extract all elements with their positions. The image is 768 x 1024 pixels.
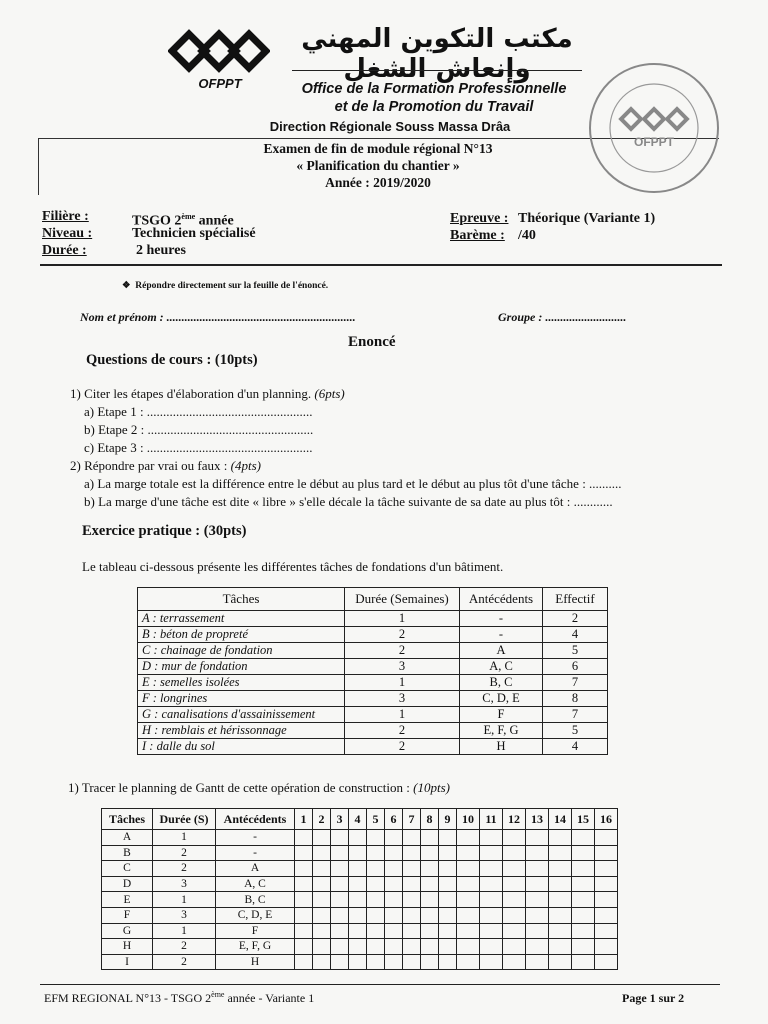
gantt-cell-a: H (216, 954, 295, 970)
cell-eff: 2 (543, 611, 608, 627)
arabic-title: مكتب التكوين المهني وإنعاش الشغل (301, 24, 573, 84)
cell-eff: 7 (543, 675, 608, 691)
gantt-week-cell[interactable] (403, 939, 421, 955)
gantt-week-cell[interactable] (367, 861, 385, 877)
gantt-week-cell[interactable] (526, 907, 549, 923)
gantt-cell-a: F (216, 923, 295, 939)
gantt-week-cell[interactable] (572, 892, 595, 908)
cell-duree: 1 (345, 611, 460, 627)
page-number: Page 1 sur 2 (622, 991, 685, 1005)
gantt-cell-t: B (102, 845, 153, 861)
gantt-week-cell[interactable] (526, 954, 549, 970)
niveau-value: Technicien spécialisé (132, 226, 256, 241)
gantt-week-cell[interactable] (295, 939, 313, 955)
gantt-week-cell[interactable] (331, 892, 349, 908)
gantt-week-cell[interactable] (295, 876, 313, 892)
gantt-cell-d: 2 (153, 954, 216, 970)
gantt-week-cell[interactable] (367, 954, 385, 970)
gantt-week-cell[interactable] (480, 907, 503, 923)
cell-task: G : canalisations d'assainissement (138, 707, 345, 723)
gantt-week-cell[interactable] (385, 892, 403, 908)
gantt-week-cell[interactable] (349, 954, 367, 970)
gantt-week-cell[interactable] (572, 876, 595, 892)
gantt-week-cell[interactable] (595, 845, 618, 861)
gantt-row (102, 923, 618, 939)
gantt-cell-t: I (102, 954, 153, 970)
cell-ante: E, F, G (460, 723, 543, 739)
gantt-cell-a: C, D, E (216, 907, 295, 923)
gantt-week-cell[interactable] (403, 830, 421, 846)
col-antecedents: Antécédents (460, 588, 543, 611)
gantt-week-cell[interactable] (549, 861, 572, 877)
gantt-week-cell[interactable] (457, 861, 480, 877)
gantt-week-cell[interactable] (457, 845, 480, 861)
table-row (138, 739, 608, 755)
gantt-week-cell[interactable] (549, 830, 572, 846)
gantt-week-cell[interactable] (439, 892, 457, 908)
gantt-week-cell[interactable] (295, 907, 313, 923)
week-13: 13 (526, 809, 549, 830)
epreuve-label: Epreuve : (450, 211, 509, 226)
cell-duree: 3 (345, 691, 460, 707)
gantt-row (102, 907, 618, 923)
gantt-week-cell[interactable] (480, 876, 503, 892)
gantt-week-cell[interactable] (480, 939, 503, 955)
filiere-label: Filière : (42, 209, 89, 224)
gantt-week-cell[interactable] (526, 845, 549, 861)
footer-left: EFM REGIONAL N°13 - TSGO 2ème année - Variante 1 (44, 990, 315, 1005)
gantt-week-cell[interactable] (549, 954, 572, 970)
gantt-week-cell[interactable] (439, 939, 457, 955)
footer-divider (40, 984, 720, 985)
section-divider (40, 264, 722, 266)
week-10: 10 (457, 809, 480, 830)
gantt-week-cell[interactable] (313, 845, 331, 861)
gantt-question: 1) Tracer le planning de Gantt de cette opération de construction : (10pts) (68, 780, 450, 795)
gantt-week-cell[interactable] (331, 830, 349, 846)
gantt-week-cell[interactable] (549, 907, 572, 923)
gantt-cell-t: H (102, 939, 153, 955)
gantt-cell-t: A (102, 830, 153, 846)
gantt-table (101, 808, 618, 970)
gantt-week-cell[interactable] (295, 892, 313, 908)
gantt-week-cell[interactable] (295, 845, 313, 861)
nom-prenom-field: Nom et prénom : ............................................................... (80, 310, 356, 324)
gantt-week-cell[interactable] (572, 907, 595, 923)
gantt-row (102, 939, 618, 955)
gantt-week-cell[interactable] (480, 845, 503, 861)
gantt-week-cell[interactable] (403, 876, 421, 892)
week-7: 7 (403, 809, 421, 830)
cell-eff: 5 (543, 723, 608, 739)
cell-eff: 4 (543, 739, 608, 755)
week-6: 6 (385, 809, 403, 830)
cell-task: F : longrines (138, 691, 345, 707)
gantt-week-cell[interactable] (313, 954, 331, 970)
col-duree: Durée (Semaines) (345, 588, 460, 611)
gantt-week-cell[interactable] (549, 892, 572, 908)
cell-task: H : remblais et hérissonnage (138, 723, 345, 739)
cell-duree: 3 (345, 659, 460, 675)
col-taches: Tâches (138, 588, 345, 611)
gantt-week-cell[interactable] (367, 907, 385, 923)
gantt-week-cell[interactable] (367, 939, 385, 955)
gantt-week-cell[interactable] (526, 892, 549, 908)
gantt-week-cell[interactable] (457, 923, 480, 939)
week-2: 2 (313, 809, 331, 830)
duree-value: 2 heures (136, 243, 186, 258)
gantt-week-cell[interactable] (503, 923, 526, 939)
gantt-week-cell[interactable] (549, 876, 572, 892)
gantt-week-cell[interactable] (457, 939, 480, 955)
gantt-week-cell[interactable] (595, 876, 618, 892)
table-row (138, 659, 608, 675)
cell-eff: 4 (543, 627, 608, 643)
gantt-week-cell[interactable] (457, 907, 480, 923)
cell-duree: 2 (345, 627, 460, 643)
gantt-week-cell[interactable] (503, 907, 526, 923)
gantt-week-cell[interactable] (421, 892, 439, 908)
gantt-week-cell[interactable] (595, 892, 618, 908)
gantt-cell-d: 1 (153, 923, 216, 939)
week-5: 5 (367, 809, 385, 830)
gantt-week-cell[interactable] (313, 907, 331, 923)
gantt-cell-a: B, C (216, 892, 295, 908)
gantt-week-cell[interactable] (385, 845, 403, 861)
gantt-week-cell[interactable] (457, 954, 480, 970)
gantt-week-cell[interactable] (421, 939, 439, 955)
gantt-week-cell[interactable] (549, 845, 572, 861)
gantt-cell-d: 1 (153, 892, 216, 908)
gantt-week-cell[interactable] (403, 845, 421, 861)
gantt-week-cell[interactable] (421, 923, 439, 939)
table-row (138, 643, 608, 659)
gantt-week-cell[interactable] (331, 907, 349, 923)
gantt-week-cell[interactable] (385, 861, 403, 877)
gantt-row (102, 861, 618, 877)
gantt-week-cell[interactable] (572, 861, 595, 877)
gantt-week-cell[interactable] (480, 954, 503, 970)
gantt-week-cell[interactable] (349, 892, 367, 908)
gantt-week-cell[interactable] (367, 845, 385, 861)
cell-duree: 1 (345, 675, 460, 691)
gantt-week-cell[interactable] (572, 939, 595, 955)
gantt-table-header (102, 809, 618, 830)
gantt-week-cell[interactable] (349, 830, 367, 846)
gantt-week-cell[interactable] (295, 923, 313, 939)
svg-text:OFPPT: OFPPT (633, 135, 675, 149)
cell-ante: H (460, 739, 543, 755)
gantt-week-cell[interactable] (349, 923, 367, 939)
cell-duree: 2 (345, 643, 460, 659)
vrai-faux-b: b) La marge d'une tâche est dite « libre » s'elle décale la tâche suivante de sa date au plus tôt : ............ (84, 494, 613, 509)
etape-3: c) Etape 3 : ................................................... (84, 440, 313, 455)
epreuve-value: Théorique (Variante 1) (518, 211, 656, 226)
gantt-week-cell[interactable] (385, 876, 403, 892)
gantt-week-cell[interactable] (331, 923, 349, 939)
table-row (138, 627, 608, 643)
pratique-intro: Le tableau ci-dessous présente les différentes tâches de fondations d'un bâtiment. (82, 559, 504, 574)
gantt-cell-d: 2 (153, 861, 216, 877)
gantt-week-cell[interactable] (403, 907, 421, 923)
gantt-week-cell[interactable] (595, 954, 618, 970)
gantt-week-cell[interactable] (503, 845, 526, 861)
gantt-cell-t: D (102, 876, 153, 892)
gantt-week-cell[interactable] (526, 876, 549, 892)
gantt-week-cell[interactable] (421, 861, 439, 877)
week-9: 9 (439, 809, 457, 830)
table-row (138, 611, 608, 627)
groupe-field: Groupe : ........................... (498, 310, 627, 324)
gantt-week-cell[interactable] (385, 907, 403, 923)
gantt-week-cell[interactable] (526, 830, 549, 846)
table-row (138, 723, 608, 739)
gantt-week-cell[interactable] (385, 923, 403, 939)
filiere-value: TSGO 2ème année (132, 212, 234, 229)
gantt-week-cell[interactable] (526, 923, 549, 939)
cell-task: I : dalle du sol (138, 739, 345, 755)
gantt-week-cell[interactable] (439, 907, 457, 923)
cours-title: Questions de cours : (10pts) (86, 352, 258, 368)
week-4: 4 (349, 809, 367, 830)
gantt-cell-t: C (102, 861, 153, 877)
week-14: 14 (549, 809, 572, 830)
cell-ante: C, D, E (460, 691, 543, 707)
gantt-week-cell[interactable] (503, 954, 526, 970)
gantt-week-cell[interactable] (349, 907, 367, 923)
week-11: 11 (480, 809, 503, 830)
gantt-week-cell[interactable] (572, 923, 595, 939)
gantt-cell-d: 3 (153, 907, 216, 923)
cell-ante: - (460, 611, 543, 627)
bareme-value: /40 (518, 228, 536, 243)
gantt-week-cell[interactable] (331, 939, 349, 955)
gantt-week-cell[interactable] (349, 939, 367, 955)
gantt-week-cell[interactable] (595, 830, 618, 846)
official-stamp (586, 60, 722, 196)
gantt-col-duree: Durée (S) (153, 809, 216, 830)
cell-eff: 5 (543, 643, 608, 659)
gantt-week-cell[interactable] (295, 861, 313, 877)
gantt-cell-d: 2 (153, 845, 216, 861)
table-row (138, 675, 608, 691)
cell-task: B : béton de propreté (138, 627, 345, 643)
gantt-week-cell[interactable] (421, 907, 439, 923)
gantt-row (102, 830, 618, 846)
gantt-week-cell[interactable] (457, 892, 480, 908)
gantt-week-cell[interactable] (313, 892, 331, 908)
bareme-label: Barème : (450, 228, 505, 243)
cell-ante: B, C (460, 675, 543, 691)
header-divider (292, 70, 582, 71)
gantt-week-cell[interactable] (331, 954, 349, 970)
gantt-week-cell[interactable] (480, 861, 503, 877)
gantt-week-cell[interactable] (421, 876, 439, 892)
gantt-week-cell[interactable] (385, 830, 403, 846)
office-title: Office de la Formation Professionnelle et de la Promotion du Travail (301, 81, 567, 115)
gantt-week-cell[interactable] (313, 876, 331, 892)
question-2: 2) Répondre par vrai ou faux : (4pts) (70, 458, 261, 473)
gantt-week-cell[interactable] (439, 861, 457, 877)
gantt-week-cell[interactable] (480, 830, 503, 846)
enonce-title: Enoncé (348, 334, 396, 350)
gantt-week-cell[interactable] (503, 861, 526, 877)
gantt-week-cell[interactable] (572, 830, 595, 846)
cell-eff: 7 (543, 707, 608, 723)
gantt-week-cell[interactable] (526, 939, 549, 955)
gantt-week-cell[interactable] (331, 861, 349, 877)
gantt-week-cell[interactable] (313, 861, 331, 877)
gantt-week-cell[interactable] (403, 892, 421, 908)
gantt-row (102, 845, 618, 861)
week-15: 15 (572, 809, 595, 830)
question-1: 1) Citer les étapes d'élaboration d'un planning. (6pts) (70, 386, 345, 401)
week-3: 3 (331, 809, 349, 830)
gantt-cell-a: A, C (216, 876, 295, 892)
gantt-week-cell[interactable] (421, 830, 439, 846)
col-effectif: Effectif (543, 588, 608, 611)
week-16: 16 (595, 809, 618, 830)
gantt-week-cell[interactable] (331, 876, 349, 892)
gantt-cell-t: G (102, 923, 153, 939)
cell-duree: 2 (345, 723, 460, 739)
tasks-table-header (138, 588, 608, 611)
gantt-week-cell[interactable] (313, 923, 331, 939)
gantt-cell-t: F (102, 907, 153, 923)
etape-1: a) Etape 1 : ................................................... (84, 404, 313, 419)
logo-text: OFPPT (198, 76, 242, 91)
gantt-week-cell[interactable] (526, 861, 549, 877)
instructions: ❖ Répondre directement sur la feuille de l'énoncé. (122, 281, 329, 291)
gantt-week-cell[interactable] (313, 830, 331, 846)
cell-ante: A (460, 643, 543, 659)
gantt-week-cell[interactable] (503, 892, 526, 908)
gantt-week-cell[interactable] (595, 923, 618, 939)
gantt-cell-a: - (216, 845, 295, 861)
gantt-cell-d: 1 (153, 830, 216, 846)
gantt-week-cell[interactable] (367, 923, 385, 939)
gantt-week-cell[interactable] (439, 845, 457, 861)
gantt-week-cell[interactable] (503, 830, 526, 846)
gantt-week-cell[interactable] (367, 876, 385, 892)
gantt-week-cell[interactable] (349, 876, 367, 892)
gantt-week-cell[interactable] (572, 845, 595, 861)
week-1: 1 (295, 809, 313, 830)
cell-eff: 6 (543, 659, 608, 675)
gantt-week-cell[interactable] (595, 907, 618, 923)
gantt-week-cell[interactable] (295, 954, 313, 970)
gantt-week-cell[interactable] (439, 923, 457, 939)
table-row (138, 707, 608, 723)
gantt-week-cell[interactable] (457, 876, 480, 892)
gantt-row (102, 954, 618, 970)
gantt-week-cell[interactable] (403, 954, 421, 970)
gantt-week-cell[interactable] (439, 954, 457, 970)
gantt-week-cell[interactable] (595, 861, 618, 877)
gantt-col-antecedents: Antécédents (216, 809, 295, 830)
gantt-week-cell[interactable] (349, 845, 367, 861)
cell-task: C : chainage de fondation (138, 643, 345, 659)
week-8: 8 (421, 809, 439, 830)
gantt-week-cell[interactable] (295, 830, 313, 846)
cell-duree: 2 (345, 739, 460, 755)
gantt-week-cell[interactable] (457, 830, 480, 846)
gantt-cell-d: 2 (153, 939, 216, 955)
gantt-cell-d: 3 (153, 876, 216, 892)
cell-eff: 8 (543, 691, 608, 707)
tasks-table (137, 587, 608, 755)
gantt-cell-a: - (216, 830, 295, 846)
cell-task: A : terrassement (138, 611, 345, 627)
gantt-week-cell[interactable] (367, 892, 385, 908)
gantt-week-cell[interactable] (480, 923, 503, 939)
niveau-label: Niveau : (42, 226, 93, 241)
cell-duree: 1 (345, 707, 460, 723)
gantt-cell-a: E, F, G (216, 939, 295, 955)
cell-task: D : mur de fondation (138, 659, 345, 675)
gantt-week-cell[interactable] (572, 954, 595, 970)
gantt-week-cell[interactable] (595, 939, 618, 955)
table-row (138, 691, 608, 707)
gantt-cell-t: E (102, 892, 153, 908)
gantt-week-cell[interactable] (439, 830, 457, 846)
week-12: 12 (503, 809, 526, 830)
gantt-week-cell[interactable] (421, 954, 439, 970)
gantt-week-cell[interactable] (549, 923, 572, 939)
vrai-faux-a: a) La marge totale est la différence entre le début au plus tard et le début au plus tôt d'une tâche : .......... (84, 476, 622, 491)
cell-task: E : semelles isolées (138, 675, 345, 691)
gantt-week-cell[interactable] (385, 954, 403, 970)
gantt-week-cell[interactable] (349, 861, 367, 877)
cell-ante: - (460, 627, 543, 643)
cell-ante: F (460, 707, 543, 723)
gantt-week-cell[interactable] (480, 892, 503, 908)
gantt-week-cell[interactable] (503, 876, 526, 892)
direction-title: Direction Régionale Souss Massa Drâa (269, 119, 511, 134)
gantt-week-cell[interactable] (503, 939, 526, 955)
pratique-title: Exercice pratique : (30pts) (82, 523, 247, 539)
gantt-week-cell[interactable] (313, 939, 331, 955)
etape-2: b) Etape 2 : ................................................... (84, 422, 314, 437)
gantt-week-cell[interactable] (403, 923, 421, 939)
duree-label: Durée : (42, 243, 87, 258)
gantt-week-cell[interactable] (367, 830, 385, 846)
gantt-cell-a: A (216, 861, 295, 877)
gantt-week-cell[interactable] (549, 939, 572, 955)
gantt-col-taches: Tâches (102, 809, 153, 830)
gantt-week-cell[interactable] (385, 939, 403, 955)
gantt-week-cell[interactable] (331, 845, 349, 861)
gantt-row (102, 892, 618, 908)
gantt-week-cell[interactable] (421, 845, 439, 861)
gantt-week-cell[interactable] (439, 876, 457, 892)
exam-title: Examen de fin de module régional N°13 « Planification du chantier » Année : 2019/2020 (263, 141, 493, 190)
gantt-row (102, 876, 618, 892)
cell-ante: A, C (460, 659, 543, 675)
gantt-week-cell[interactable] (403, 861, 421, 877)
